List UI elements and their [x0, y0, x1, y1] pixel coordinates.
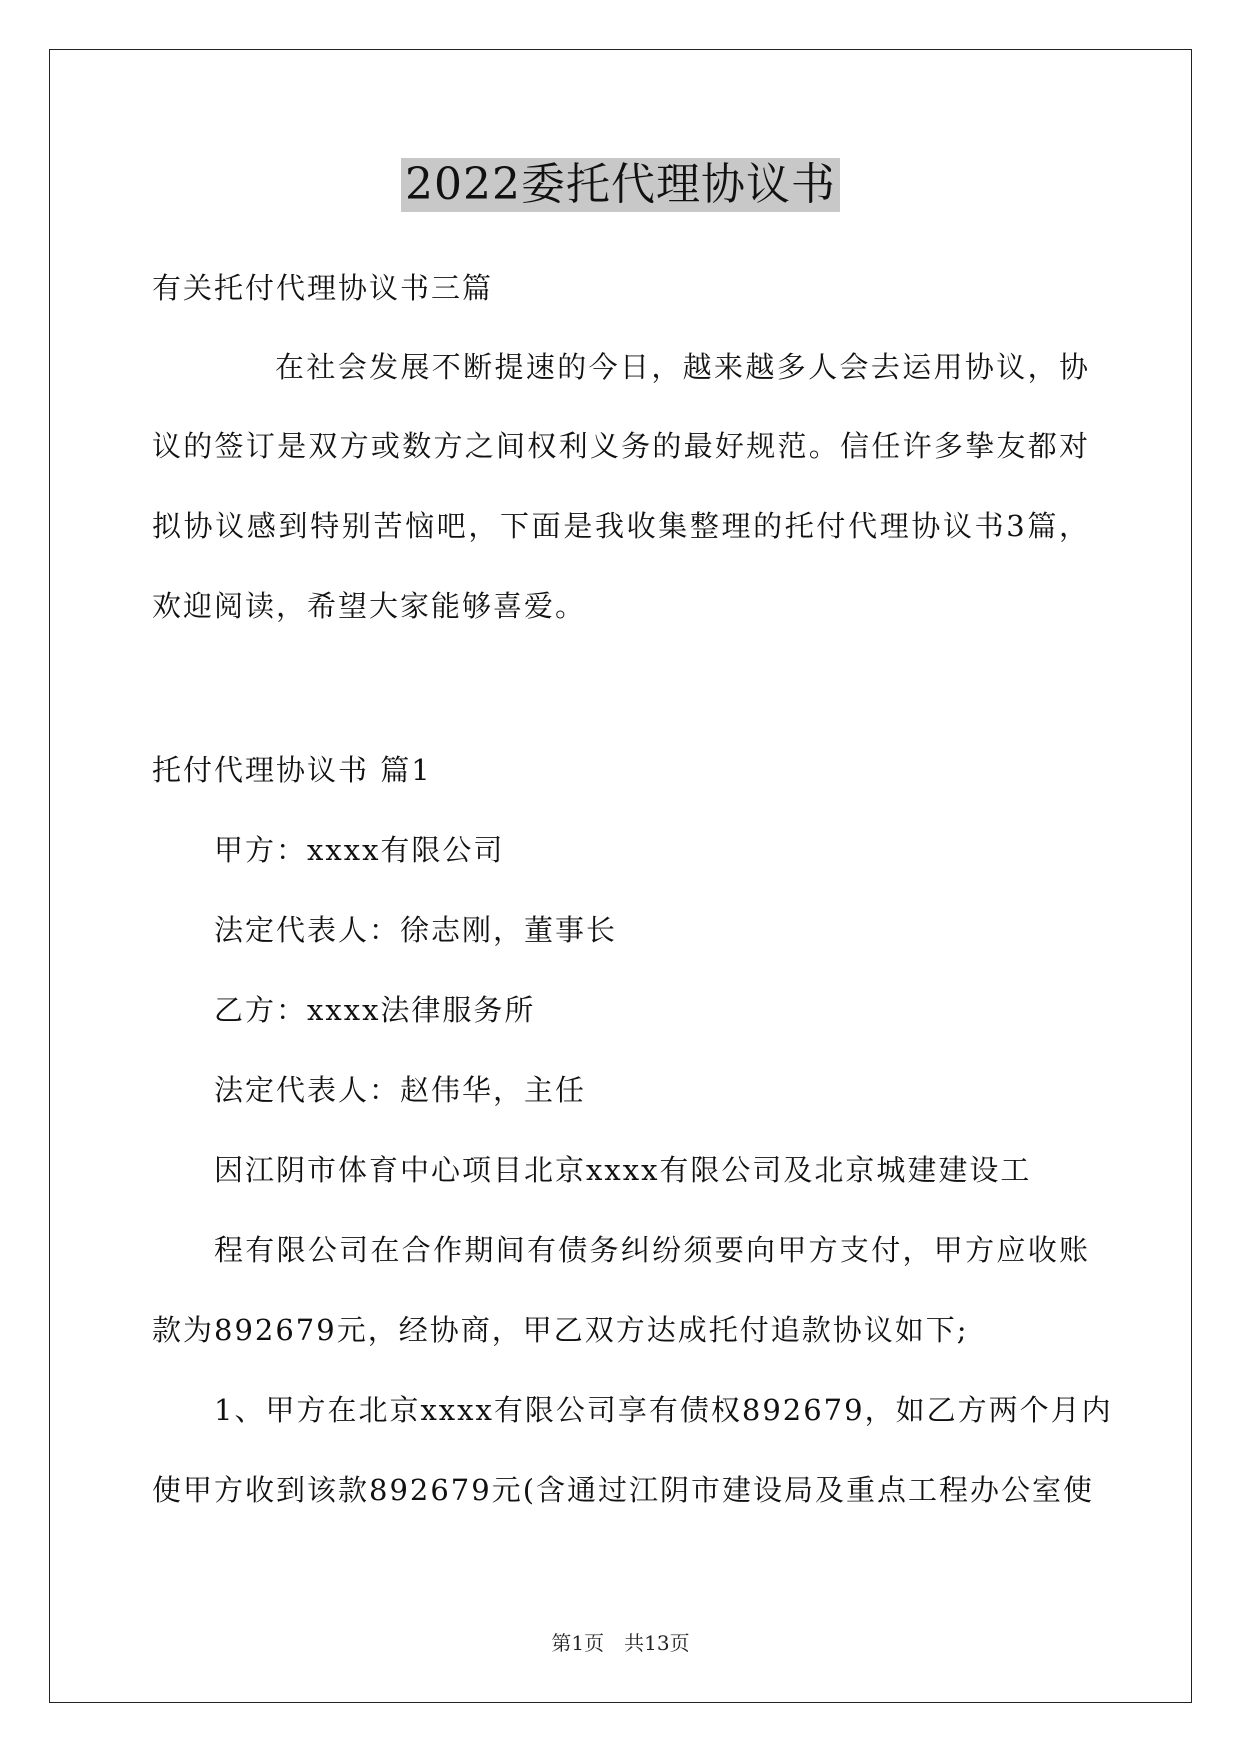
intro-line-4: 欢迎阅读，希望大家能够喜爱。: [152, 589, 587, 623]
title-container: [0, 158, 1241, 212]
body-line-2: 程有限公司在合作期间有债务纠纷须要向甲方支付，甲方应收账: [214, 1233, 1090, 1267]
body-line-1: 因江阴市体育中心项目北京xxxx有限公司及北京城建建设工: [214, 1153, 1032, 1187]
intro-line-3: 拟协议感到特别苦恼吧，下面是我收集整理的托付代理协议书3篇，: [152, 509, 1090, 543]
party-b-representative: 法定代表人：赵伟华，主任: [214, 1073, 587, 1107]
body-line-4: 1、甲方在北京xxxx有限公司享有债权892679，如乙方两个月内: [214, 1393, 1113, 1427]
document-subtitle: 有关托付代理协议书三篇: [152, 271, 494, 305]
page-number-footer: 第1页 共13页: [551, 1631, 690, 1655]
party-a: 甲方：xxxx有限公司: [214, 833, 505, 867]
intro-line-1: 在社会发展不断提速的今日，越来越多人会去运用协议，协: [275, 350, 1090, 384]
section-heading: 托付代理协议书 篇1: [152, 753, 432, 787]
body-line-5: 使甲方收到该款892679元(含通过江阴市建设局及重点工程办公室使: [152, 1473, 1095, 1507]
party-a-representative: 法定代表人：徐志刚，董事长: [214, 913, 618, 947]
document-title: 2022委托代理协议书: [401, 158, 840, 212]
party-b: 乙方：xxxx法律服务所: [214, 993, 536, 1027]
body-line-3: 款为892679元，经协商，甲乙双方达成托付追款协议如下;: [152, 1313, 969, 1347]
intro-line-2: 议的签订是双方或数方之间权利义务的最好规范。信任许多挚友都对: [152, 429, 1090, 463]
